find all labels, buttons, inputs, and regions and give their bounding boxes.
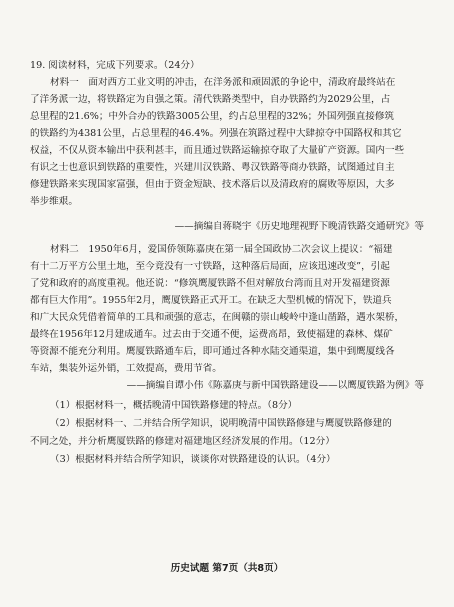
material2-line: 车站，集装外运外销，工效提高，费用节省。 (30, 363, 222, 374)
material2-line: 了党和政府的高度重视。他还说：“修筑鹰厦铁路不但对解放台湾而且对开发福建资源 (30, 278, 390, 289)
material1-source: ——摘编自蒋晓宇《历史地理视野下晚清铁路交通研究》等 (174, 221, 424, 232)
material1-line: 的铁路约为4381公里，占总里程的46.4%。列强在筑路过程中大肆掠夺中国路权和其它 (30, 128, 402, 139)
page-footer: 历史试题 第7页（共8页） (170, 563, 284, 574)
subquestion-3: （3）根据材料并结合所学知识，谈谈你对铁路建设的认识。（4分） (50, 454, 336, 465)
material2-line: 和广大民众凭借着简单的工具和顽强的意志，在闽赣的崇山峻岭中逢山凿路，遇水架桥， (30, 312, 405, 323)
material2-line: 等资源不能充分利用。鹰厦铁路通车后，即可通过各种水陆交通渠道，集中到鹰厦线各 (30, 346, 395, 357)
material2-line: 最终在1956年12月建成通车。过去由于交通不便，运费高昂，致使福建的森林、煤矿 (30, 329, 393, 340)
subquestion-2-line: （2）根据材料一、二并结合所学知识，说明晚清中国铁路修建与鹰厦铁路修建的 (50, 418, 392, 429)
material2-source: ——摘编自谭小伟《陈嘉庚与新中国铁路建设——以鹰厦铁路为例》等 (126, 380, 424, 391)
material2-line: 有十二万平方公里土地，至今竟没有一寸铁路，这种落后局面，应该迅速改变”，引起 (30, 261, 390, 272)
material1-line: 权益，不仅从资本输出中获利甚丰，而且通过铁路运输掠夺取了大量矿产资源。国内一些 (30, 145, 405, 156)
material2-line: 材料二 1950年6月，爱国侨领陈嘉庚在第一届全国政协二次会议上提议：“福建 (50, 244, 393, 255)
material1-line: 材料一 面对西方工业文明的冲击，在洋务派和顽固派的争论中，清政府最终站在 (50, 77, 396, 88)
material1-line: 总里程的21.6%；中外合办的铁路3005公里，约占总里程的32%；外国列强直接修筑 (30, 111, 395, 122)
subquestion-1: （1）根据材料一，概括晚清中国铁路修建的特点。（8分） (50, 400, 298, 411)
material1-line: 了洋务派一边，将铁路定为自强之策。清代铁路类型中，自办铁路约为2029公里，占 (30, 94, 391, 105)
material2-line: 都有巨大作用”。1955年2月，鹰厦铁路正式开工。在缺乏大型机械的情况下，铁道兵 (30, 295, 392, 306)
material1-line: 举步维艰。 (30, 196, 78, 207)
material1-line: 修建铁路来实现国家富强，但由于资金短缺、技术落后以及清政府的腐败等原因，大多 (30, 179, 395, 190)
material1-line: 有识之士也意识到铁路的重要性，兴建川汉铁路、粤汉铁路等商办铁路，试图通过自主 (30, 162, 395, 173)
question-header: 19. 阅读材料，完成下列要求。（24分） (30, 60, 200, 71)
subquestion-2-line: 不同之处，并分析鹰厦铁路的修建对福建地区经济发展的作用。（12分） (30, 436, 335, 447)
